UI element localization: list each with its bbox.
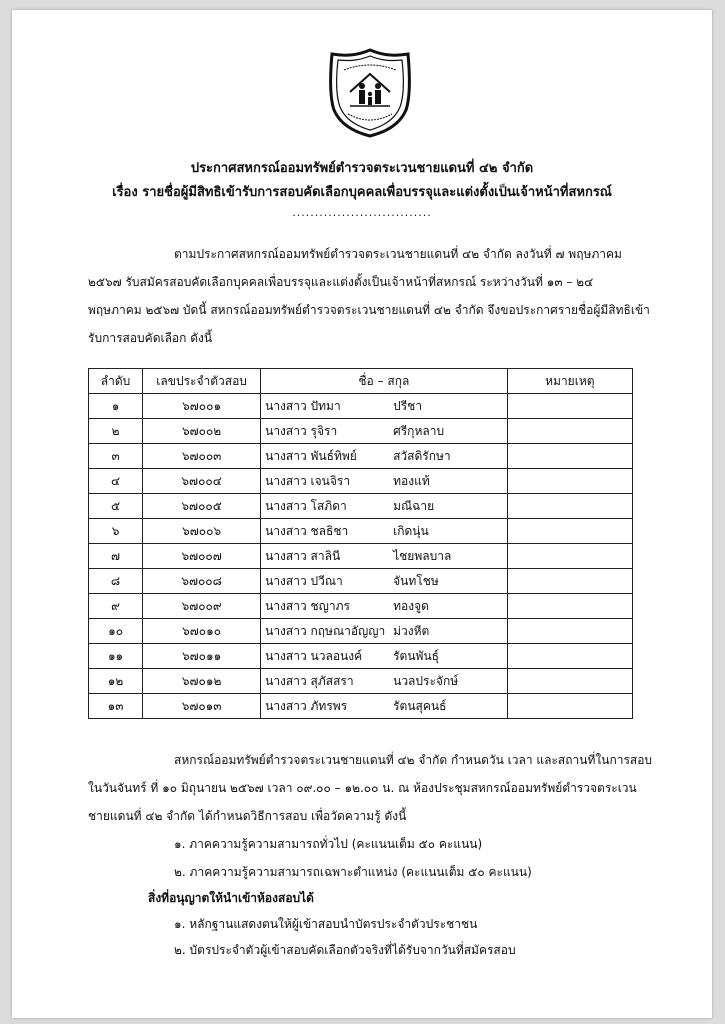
row-first-name: นางสาว ภัทรพร — [265, 698, 348, 713]
row-last-name: ไชยพลบาล — [393, 548, 452, 563]
row-full-name — [261, 619, 508, 644]
allowed-item-1: ๑. หลักฐานแสดงตนให้ผู้เข้าสอบนำบัตรประจำตัวประชาชน — [174, 917, 478, 931]
col-header-remark: หมายเหตุ — [507, 369, 632, 394]
row-order: ๑๓ — [89, 694, 143, 719]
intro-line-2: ๒๕๖๗ รับสมัครสอบคัดเลือกบุคคลเพื่อบรรจุและแต่งตั้งเป็นเจ้าหน้าที่สหกรณ์ ระหว่างวันที่ ๑๓ – ๒๔ — [88, 275, 594, 289]
row-full-name — [261, 469, 508, 494]
row-last-name: นวลประจักษ์ — [393, 673, 459, 688]
row-first-name: นางสาว ชลธิชา — [265, 523, 349, 538]
table-row — [89, 494, 633, 519]
row-last-name: ทองแท้ — [393, 473, 430, 488]
row-remark — [507, 594, 632, 619]
row-exam-id: ๖๗๐๐๓ — [143, 444, 261, 469]
candidate-table — [88, 368, 633, 719]
row-order: ๗ — [89, 544, 143, 569]
row-last-name: เกิดนุ่น — [393, 523, 429, 538]
col-header-name: ชื่อ – สกุล — [261, 369, 508, 394]
row-order: ๕ — [89, 494, 143, 519]
row-order: ๑๐ — [89, 619, 143, 644]
row-order: ๑๒ — [89, 669, 143, 694]
row-last-name: รัตนพันธุ์ — [393, 648, 439, 663]
row-exam-id: ๖๗๐๐๗ — [143, 544, 261, 569]
row-first-name: นางสาว ปวีณา — [265, 573, 343, 588]
row-remark — [507, 619, 632, 644]
row-remark — [507, 419, 632, 444]
row-first-name: นางสาว สาลินี — [265, 548, 341, 563]
table-row — [89, 669, 633, 694]
table-row — [89, 544, 633, 569]
exam-line-3: ชายแดนที่ ๔๒ จำกัด ได้กำหนดวิธีการสอบ เพื่อวัดความรู้ ดังนี้ — [88, 809, 407, 823]
row-full-name — [261, 544, 508, 569]
announcement-title: ประกาศสหกรณ์ออมทรัพย์ตำรวจตระเวนชายแดนที่ ๔๒ จำกัด — [190, 161, 534, 176]
row-remark — [507, 569, 632, 594]
exam-line-2: ในวันจันทร์ ที่ ๑๐ มิถุนายน ๒๕๖๗ เวลา ๐๙.๐๐ – ๑๒.๐๐ น. ณ ห้องประชุมสหกรณ์ออมทรัพย์ตำรวจตระเวน — [88, 781, 637, 795]
row-first-name: นางสาว สุภัสสรา — [265, 673, 354, 688]
row-remark — [507, 644, 632, 669]
table-row — [89, 469, 633, 494]
exam-item-2: ๒. ภาคความรู้ความสามารถเฉพาะตำแหน่ง (คะแนนเต็ม ๕๐ คะแนน) — [174, 865, 532, 879]
row-full-name — [261, 644, 508, 669]
row-order: ๑ — [89, 394, 143, 419]
row-exam-id: ๖๗๐๑๓ — [143, 694, 261, 719]
row-order: ๒ — [89, 419, 143, 444]
row-full-name — [261, 419, 508, 444]
table-row — [89, 594, 633, 619]
row-remark — [507, 694, 632, 719]
row-first-name: นางสาว ชญาภร — [265, 598, 350, 613]
table-row — [89, 644, 633, 669]
announcement-subject: เรื่อง รายชื่อผู้มีสิทธิเข้ารับการสอบคัดเลือกบุคคลเพื่อบรรจุและแต่งตั้งเป็นเจ้าหน้าที่สหกรณ์ — [112, 185, 612, 200]
row-first-name: นางสาว โสภิดา — [265, 498, 347, 513]
intro-line-1: ตามประกาศสหกรณ์ออมทรัพย์ตำรวจตระเวนชายแดนที่ ๔๒ จำกัด ลงวันที่ ๗ พฤษภาคม — [174, 247, 622, 261]
row-exam-id: ๖๗๐๐๑ — [143, 394, 261, 419]
intro-line-4: รับการสอบคัดเลือก ดังนี้ — [88, 331, 213, 345]
exam-item-1: ๑. ภาคความรู้ความสามารถทั่วไป (คะแนนเต็ม ๕๐ คะแนน) — [174, 837, 483, 851]
row-order: ๖ — [89, 519, 143, 544]
row-first-name: นางสาว รุจิรา — [265, 423, 338, 438]
row-remark — [507, 494, 632, 519]
row-last-name: สวัสดิรักษา — [393, 448, 451, 463]
row-exam-id: ๖๗๐๐๒ — [143, 419, 261, 444]
intro-line-3: พฤษภาคม ๒๕๖๗ บัดนี้ สหกรณ์ออมทรัพย์ตำรวจตระเวนชายแดนที่ ๔๒ จำกัด จึงขอประกาศรายชื่อผู้มีสิทธิเข้า — [88, 303, 650, 317]
row-last-name: มณีฉาย — [393, 498, 435, 513]
row-exam-id: ๖๗๐๐๙ — [143, 594, 261, 619]
row-remark — [507, 469, 632, 494]
row-exam-id: ๖๗๐๑๒ — [143, 669, 261, 694]
row-full-name — [261, 444, 508, 469]
row-remark — [507, 669, 632, 694]
row-remark — [507, 519, 632, 544]
row-exam-id: ๖๗๐๐๖ — [143, 519, 261, 544]
col-header-order: ลำดับ — [89, 369, 143, 394]
table-row — [89, 694, 633, 719]
row-last-name: ปรีชา — [393, 398, 423, 413]
row-first-name: นางสาว เจนจิรา — [265, 473, 351, 488]
table-row — [89, 569, 633, 594]
row-exam-id: ๖๗๐๐๘ — [143, 569, 261, 594]
row-last-name: ทองจูด — [393, 598, 429, 613]
row-last-name: ม่วงหีต — [393, 623, 430, 638]
row-exam-id: ๖๗๐๐๔ — [143, 469, 261, 494]
title-separator: ............................... — [292, 206, 432, 219]
row-exam-id: ๖๗๐๑๑ — [143, 644, 261, 669]
row-order: ๓ — [89, 444, 143, 469]
row-remark — [507, 444, 632, 469]
row-first-name: นางสาว ปัทมา — [265, 398, 341, 413]
row-last-name: จันทโชษ — [393, 573, 439, 588]
table-row — [89, 519, 633, 544]
row-order: ๘ — [89, 569, 143, 594]
row-full-name — [261, 594, 508, 619]
table-row — [89, 394, 633, 419]
row-full-name — [261, 669, 508, 694]
allowed-items-heading: สิ่งที่อนุญาตให้นำเข้าห้องสอบได้ — [148, 891, 314, 905]
table-row — [89, 619, 633, 644]
row-order: ๑๑ — [89, 644, 143, 669]
table-row — [89, 444, 633, 469]
row-exam-id: ๖๗๐๑๐ — [143, 619, 261, 644]
row-exam-id: ๖๗๐๐๕ — [143, 494, 261, 519]
row-order: ๙ — [89, 594, 143, 619]
row-full-name — [261, 494, 508, 519]
row-remark — [507, 544, 632, 569]
document-page — [12, 10, 712, 1018]
cooperative-logo-emblem — [326, 46, 414, 138]
row-full-name — [261, 694, 508, 719]
candidate-table-body — [89, 394, 633, 719]
col-header-exam-id: เลขประจำตัวสอบ — [143, 369, 261, 394]
row-first-name: นางสาว พันธ์ทิพย์ — [265, 448, 357, 463]
allowed-item-2: ๒. บัตรประจำตัวผู้เข้าสอบคัดเลือกตัวจริงที่ได้รับจากวันที่สมัครสอบ — [174, 943, 516, 957]
row-full-name — [261, 519, 508, 544]
exam-line-1: สหกรณ์ออมทรัพย์ตำรวจตระเวนชายแดนที่ ๔๒ จำกัด กำหนดวัน เวลา และสถานที่ในการสอบ — [174, 753, 653, 767]
row-remark — [507, 394, 632, 419]
row-first-name: นางสาว กฤษณาอัญญา — [265, 623, 386, 638]
row-last-name: รัตนสุคนธ์ — [393, 698, 447, 713]
table-header-row — [89, 369, 633, 394]
row-last-name: ศรีกุหลาบ — [393, 423, 445, 438]
row-order: ๔ — [89, 469, 143, 494]
row-full-name — [261, 569, 508, 594]
row-full-name — [261, 394, 508, 419]
row-first-name: นางสาว นวลอนงค์ — [265, 648, 363, 663]
table-row — [89, 419, 633, 444]
